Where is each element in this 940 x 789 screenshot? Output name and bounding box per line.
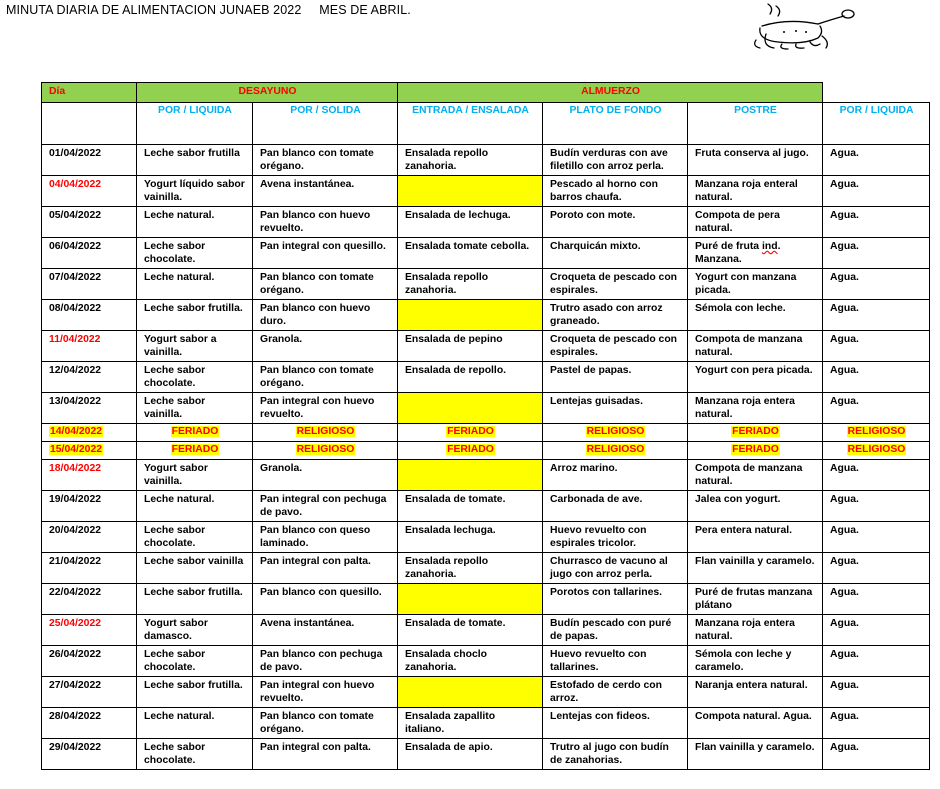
holiday-label: FERIADO	[447, 426, 494, 437]
menu-row	[42, 331, 930, 362]
menu-row	[42, 269, 930, 300]
entrada-cell: Ensalada de pepino	[398, 331, 543, 362]
holiday-label: FERIADO	[732, 426, 779, 437]
holiday-label: RELIGIOSO	[847, 426, 906, 437]
date-cell	[42, 442, 137, 460]
desayuno-liquida-cell: Leche sabor chocolate.	[137, 362, 253, 393]
menu-row	[42, 553, 930, 584]
plato-de-fondo-cell: Porotos con tallarines.	[543, 584, 688, 615]
desayuno-liquida-cell: Leche sabor chocolate.	[137, 238, 253, 269]
date-cell: 25/04/2022	[42, 615, 137, 646]
header-blank	[42, 103, 137, 145]
plato-de-fondo-cell: Huevo revuelto con tallarines.	[543, 646, 688, 677]
menu-row	[42, 300, 930, 331]
holiday-cell	[688, 442, 823, 460]
plato-de-fondo-cell: Croqueta de pescado con espirales.	[543, 331, 688, 362]
menu-row	[42, 584, 930, 615]
almuerzo-liquida-cell: Agua.	[823, 708, 930, 739]
date-cell: 11/04/2022	[42, 331, 137, 362]
almuerzo-liquida-cell: Agua.	[823, 739, 930, 770]
almuerzo-liquida-cell: Agua.	[823, 362, 930, 393]
entrada-cell: Ensalada de tomate.	[398, 615, 543, 646]
plato-de-fondo-cell: Charquicán mixto.	[543, 238, 688, 269]
date-cell: 12/04/2022	[42, 362, 137, 393]
date-cell: 19/04/2022	[42, 491, 137, 522]
desayuno-liquida-cell: Yogurt sabor damasco.	[137, 615, 253, 646]
holiday-cell	[688, 424, 823, 442]
holiday-label: RELIGIOSO	[586, 444, 645, 455]
header-plato-de-fondo: PLATO DE FONDO	[543, 103, 688, 145]
band-dia: Día	[42, 83, 137, 103]
plato-de-fondo-cell: Carbonada de ave.	[543, 491, 688, 522]
entrada-cell: Ensalada de tomate.	[398, 491, 543, 522]
desayuno-solida-cell: Pan blanco con quesillo.	[253, 584, 398, 615]
almuerzo-liquida-cell: Agua.	[823, 331, 930, 362]
desayuno-solida-cell: Pan blanco con tomate orégano.	[253, 362, 398, 393]
menu-row	[42, 207, 930, 238]
postre-cell: Jalea con yogurt.	[688, 491, 823, 522]
almuerzo-liquida-cell: Agua.	[823, 553, 930, 584]
date-cell: 28/04/2022	[42, 708, 137, 739]
desayuno-solida-cell: Pan blanco con huevo revuelto.	[253, 207, 398, 238]
plato-de-fondo-cell: Churrasco de vacuno al jugo con arroz perla.	[543, 553, 688, 584]
desayuno-liquida-cell: Yogurt sabor a vainilla.	[137, 331, 253, 362]
holiday-cell	[253, 424, 398, 442]
desayuno-solida-cell: Pan integral con pechuga de pavo.	[253, 491, 398, 522]
postre-cell: Manzana roja enteral natural.	[688, 176, 823, 207]
almuerzo-liquida-cell: Agua.	[823, 584, 930, 615]
holiday-label: FERIADO	[171, 444, 219, 455]
holiday-cell	[253, 442, 398, 460]
almuerzo-liquida-cell: Agua.	[823, 393, 930, 424]
postre-cell: Compota de manzana natural.	[688, 331, 823, 362]
band-almuerzo: ALMUERZO	[398, 83, 823, 103]
desayuno-solida-cell: Pan integral con palta.	[253, 739, 398, 770]
desayuno-liquida-cell: Leche natural.	[137, 708, 253, 739]
postre-cell: Flan vainilla y caramelo.	[688, 739, 823, 770]
desayuno-liquida-cell: Leche sabor frutilla.	[137, 677, 253, 708]
almuerzo-liquida-cell: Agua.	[823, 207, 930, 238]
plato-de-fondo-cell: Lentejas con fideos.	[543, 708, 688, 739]
entrada-cell: Ensalada repollo zanahoria.	[398, 145, 543, 176]
header-postre: POSTRE	[688, 103, 823, 145]
desayuno-solida-cell: Pan blanco con tomate orégano.	[253, 708, 398, 739]
desayuno-solida-cell: Pan integral con huevo revuelto.	[253, 677, 398, 708]
desayuno-solida-cell: Avena instantánea.	[253, 615, 398, 646]
desayuno-liquida-cell: Leche sabor frutilla.	[137, 584, 253, 615]
date-cell: 20/04/2022	[42, 522, 137, 553]
plato-de-fondo-cell: Poroto con mote.	[543, 207, 688, 238]
entrada-cell	[398, 677, 543, 708]
entrada-cell	[398, 460, 543, 491]
holiday-cell	[543, 424, 688, 442]
column-header-row	[42, 103, 930, 145]
desayuno-liquida-cell: Yogurt sabor vainilla.	[137, 460, 253, 491]
almuerzo-liquida-cell: Agua.	[823, 460, 930, 491]
entrada-cell: Ensalada tomate cebolla.	[398, 238, 543, 269]
almuerzo-liquida-cell: Agua.	[823, 677, 930, 708]
almuerzo-liquida-cell: Agua.	[823, 300, 930, 331]
desayuno-liquida-cell: Leche sabor frutilla.	[137, 300, 253, 331]
date-cell: 29/04/2022	[42, 739, 137, 770]
menu-row	[42, 615, 930, 646]
almuerzo-liquida-cell: Agua.	[823, 522, 930, 553]
menu-row	[42, 522, 930, 553]
holiday-label: RELIGIOSO	[586, 426, 645, 437]
header-desayuno-liquida: POR / LIQUIDA	[137, 103, 253, 145]
plato-de-fondo-cell: Trutro al jugo con budín de zanahorias.	[543, 739, 688, 770]
menu-row	[42, 145, 930, 176]
postre-cell: Puré de fruta ind. Manzana.	[688, 238, 823, 269]
section-band-row	[42, 83, 930, 103]
menu-table	[41, 82, 930, 770]
entrada-cell	[398, 300, 543, 331]
postre-cell: Compota de pera natural.	[688, 207, 823, 238]
date-cell: 06/04/2022	[42, 238, 137, 269]
almuerzo-liquida-cell: Agua.	[823, 646, 930, 677]
holiday-cell	[137, 424, 253, 442]
postre-cell: Naranja entera natural.	[688, 677, 823, 708]
menu-row	[42, 176, 930, 207]
holiday-label: RELIGIOSO	[296, 426, 355, 437]
entrada-cell	[398, 393, 543, 424]
postre-cell: Puré de frutas manzana plátano	[688, 584, 823, 615]
postre-cell: Yogurt con pera picada.	[688, 362, 823, 393]
postre-cell: Yogurt con manzana picada.	[688, 269, 823, 300]
desayuno-liquida-cell: Leche sabor chocolate.	[137, 739, 253, 770]
holiday-date: 14/04/2022	[50, 426, 103, 437]
holiday-cell	[137, 442, 253, 460]
almuerzo-liquida-cell: Agua.	[823, 145, 930, 176]
plato-de-fondo-cell: Budín pescado con puré de papas.	[543, 615, 688, 646]
desayuno-solida-cell: Pan blanco con tomate orégano.	[253, 269, 398, 300]
desayuno-liquida-cell: Leche sabor chocolate.	[137, 646, 253, 677]
holiday-label: FERIADO	[447, 444, 494, 455]
header-desayuno-solida: POR / SOLIDA	[253, 103, 398, 145]
menu-row	[42, 708, 930, 739]
date-cell: 21/04/2022	[42, 553, 137, 584]
holiday-cell	[823, 442, 930, 460]
menu-row	[42, 646, 930, 677]
holiday-cell	[398, 424, 543, 442]
desayuno-solida-cell: Avena instantánea.	[253, 176, 398, 207]
desayuno-liquida-cell: Yogurt líquido sabor vainilla.	[137, 176, 253, 207]
entrada-cell	[398, 176, 543, 207]
plato-de-fondo-cell: Lentejas guisadas.	[543, 393, 688, 424]
desayuno-solida-cell: Granola.	[253, 460, 398, 491]
menu-row	[42, 739, 930, 770]
desayuno-liquida-cell: Leche sabor frutilla	[137, 145, 253, 176]
holiday-cell	[823, 424, 930, 442]
plato-de-fondo-cell: Pescado al horno con barros chaufa.	[543, 176, 688, 207]
plato-de-fondo-cell: Huevo revuelto con espirales tricolor.	[543, 522, 688, 553]
postre-cell: Sémola con leche y caramelo.	[688, 646, 823, 677]
cooking-pot-icon	[748, 2, 858, 50]
entrada-cell: Ensalada repollo zanahoria.	[398, 269, 543, 300]
desayuno-liquida-cell: Leche sabor vainilla.	[137, 393, 253, 424]
menu-row	[42, 393, 930, 424]
entrada-cell: Ensalada de apio.	[398, 739, 543, 770]
holiday-label: RELIGIOSO	[296, 444, 355, 455]
date-cell: 26/04/2022	[42, 646, 137, 677]
postre-cell: Pera entera natural.	[688, 522, 823, 553]
band-empty-cell	[823, 83, 930, 103]
postre-cell: Compota de manzana natural.	[688, 460, 823, 491]
plato-de-fondo-cell: Arroz marino.	[543, 460, 688, 491]
menu-row	[42, 491, 930, 522]
date-cell: 18/04/2022	[42, 460, 137, 491]
postre-cell: Flan vainilla y caramelo.	[688, 553, 823, 584]
holiday-cell	[398, 442, 543, 460]
postre-cell: Compota natural. Agua.	[688, 708, 823, 739]
date-cell: 01/04/2022	[42, 145, 137, 176]
document-title: MINUTA DIARIA DE ALIMENTACION JUNAEB 2022 MES DE ABRIL.	[6, 3, 411, 17]
date-cell: 07/04/2022	[42, 269, 137, 300]
header-almuerzo-liquida: POR / LIQUIDA	[823, 103, 930, 145]
band-desayuno: DESAYUNO	[137, 83, 398, 103]
date-cell: 22/04/2022	[42, 584, 137, 615]
entrada-cell: Ensalada choclo zanahoria.	[398, 646, 543, 677]
desayuno-solida-cell: Pan blanco con huevo duro.	[253, 300, 398, 331]
desayuno-solida-cell: Pan integral con huevo revuelto.	[253, 393, 398, 424]
desayuno-solida-cell: Pan blanco con tomate orégano.	[253, 145, 398, 176]
entrada-cell	[398, 584, 543, 615]
desayuno-liquida-cell: Leche natural.	[137, 269, 253, 300]
menu-row	[42, 362, 930, 393]
plato-de-fondo-cell: Trutro asado con arroz graneado.	[543, 300, 688, 331]
holiday-label: RELIGIOSO	[847, 444, 906, 455]
desayuno-liquida-cell: Leche sabor chocolate.	[137, 522, 253, 553]
desayuno-solida-cell: Pan blanco con pechuga de pavo.	[253, 646, 398, 677]
plato-de-fondo-cell: Estofado de cerdo con arroz.	[543, 677, 688, 708]
desayuno-solida-cell: Pan integral con quesillo.	[253, 238, 398, 269]
holiday-cell	[543, 442, 688, 460]
postre-cell: Sémola con leche.	[688, 300, 823, 331]
desayuno-solida-cell: Pan blanco con queso laminado.	[253, 522, 398, 553]
almuerzo-liquida-cell: Agua.	[823, 238, 930, 269]
date-cell: 13/04/2022	[42, 393, 137, 424]
header-entrada: ENTRADA / ENSALADA	[398, 103, 543, 145]
entrada-cell: Ensalada zapallito italiano.	[398, 708, 543, 739]
date-cell: 08/04/2022	[42, 300, 137, 331]
entrada-cell: Ensalada de lechuga.	[398, 207, 543, 238]
desayuno-liquida-cell: Leche sabor vainilla	[137, 553, 253, 584]
postre-cell: Manzana roja entera natural.	[688, 393, 823, 424]
desayuno-solida-cell: Granola.	[253, 331, 398, 362]
date-cell: 05/04/2022	[42, 207, 137, 238]
entrada-cell: Ensalada repollo zanahoria.	[398, 553, 543, 584]
menu-row	[42, 677, 930, 708]
desayuno-liquida-cell: Leche natural.	[137, 491, 253, 522]
plato-de-fondo-cell: Pastel de papas.	[543, 362, 688, 393]
plato-de-fondo-cell: Croqueta de pescado con espirales.	[543, 269, 688, 300]
menu-row	[42, 460, 930, 491]
date-cell	[42, 424, 137, 442]
holiday-label: FERIADO	[171, 426, 219, 437]
almuerzo-liquida-cell: Agua.	[823, 491, 930, 522]
postre-cell: Manzana roja entera natural.	[688, 615, 823, 646]
desayuno-solida-cell: Pan integral con palta.	[253, 553, 398, 584]
almuerzo-liquida-cell: Agua.	[823, 615, 930, 646]
almuerzo-liquida-cell: Agua.	[823, 176, 930, 207]
almuerzo-liquida-cell: Agua.	[823, 269, 930, 300]
holiday-date: 15/04/2022	[50, 444, 103, 455]
date-cell: 27/04/2022	[42, 677, 137, 708]
menu-row	[42, 238, 930, 269]
holiday-row	[42, 424, 930, 442]
desayuno-liquida-cell: Leche natural.	[137, 207, 253, 238]
postre-cell: Fruta conserva al jugo.	[688, 145, 823, 176]
entrada-cell: Ensalada lechuga.	[398, 522, 543, 553]
date-cell: 04/04/2022	[42, 176, 137, 207]
plato-de-fondo-cell: Budín verduras con ave filetillo con arroz perla.	[543, 145, 688, 176]
holiday-label: FERIADO	[732, 444, 779, 455]
holiday-row	[42, 442, 930, 460]
entrada-cell: Ensalada de repollo.	[398, 362, 543, 393]
